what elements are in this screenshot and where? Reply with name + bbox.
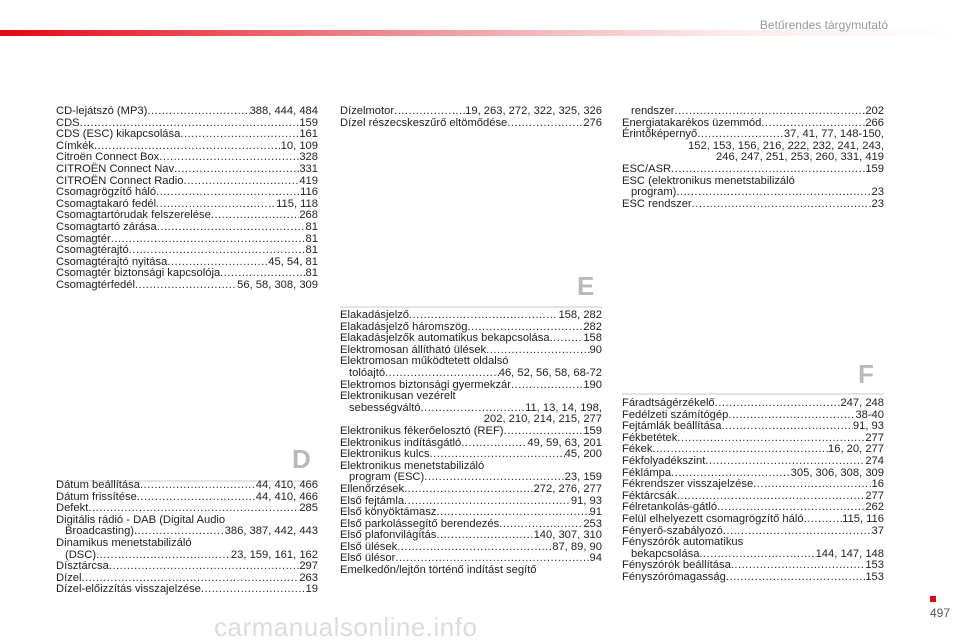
dot-leader [183, 176, 299, 188]
index-entry-term: Félretankolás-gátló [622, 501, 718, 514]
index-entry-pages: 11, 13, 14, 198, [525, 401, 602, 414]
dot-leader [129, 245, 306, 257]
index-entry-term: ESC/ASR [622, 162, 672, 175]
index-entry-pages: 81 [305, 220, 318, 233]
index-entry-pages: 305, 306, 308, 309 [790, 466, 884, 479]
index-entry-pages: 282 [583, 320, 602, 333]
dot-leader [550, 333, 584, 345]
index-entry-text: Elektromosan működtetett oldalsó [340, 355, 509, 368]
index-entry [340, 310, 602, 322]
index-entry-term: Ellenőrzések [340, 482, 405, 495]
index-entry-pages: 10, 109 [280, 139, 318, 152]
index-entry-pages: 23 [871, 186, 884, 199]
index-entry-term: Címkék [56, 139, 94, 152]
index-entry-term: Dízel [56, 571, 82, 584]
index-column-f [622, 398, 884, 584]
index-entry-pages: 274 [865, 454, 884, 467]
index-entry-term: Fényszórómagasság [622, 570, 726, 583]
index-entry-term: (DSC) [65, 548, 97, 561]
index-entry-pages: 46, 52, 56, 58, 68-72 [498, 366, 602, 379]
index-entry [56, 584, 318, 596]
index-entry-pages: 161 [299, 128, 318, 141]
index-entry [56, 561, 318, 573]
index-entry-pages: 276 [583, 116, 602, 129]
dot-leader [174, 164, 299, 176]
index-entry [340, 368, 602, 380]
index-entry-pages: 81 [305, 267, 318, 280]
dot-leader [728, 410, 855, 422]
dot-leader [722, 421, 853, 433]
index-entry-pages: 153 [865, 559, 884, 572]
dot-leader [675, 106, 866, 118]
index-entry-term: Fáradtságérzékelő [622, 397, 715, 409]
index-entry-pages: 190 [583, 378, 602, 391]
index-entry-text: Fényszórók automatikus [622, 536, 744, 549]
index-entry-pages: 268 [299, 209, 318, 222]
index-entry-term: Féklámpa [622, 466, 672, 479]
index-entry-term: Érintőképernyő [622, 128, 698, 141]
index-entry-pages: 23 [871, 197, 884, 210]
index-entry [340, 449, 602, 461]
index-entry-term: Csomagtérajtó [56, 244, 129, 257]
index-entry-term: sebességváltó [349, 401, 421, 414]
index-entry [622, 514, 884, 526]
index-entry-term: rendszer [631, 105, 675, 117]
index-entry [622, 106, 884, 118]
index-entry [56, 480, 318, 492]
index-entry [340, 426, 602, 438]
dot-leader [109, 561, 299, 573]
index-entry-pages: 144, 147, 148 [815, 547, 884, 560]
index-entry-pages: 272, 276, 277 [533, 482, 602, 495]
section-letter-e: E [577, 271, 595, 301]
index-entry-term: Elektronikus kulcs [340, 448, 430, 461]
index-entry-pages: 331 [299, 162, 318, 175]
index-entry-term: Elektronikus fékerőelosztó (REF) [340, 424, 504, 437]
index-entry-pages: 263 [299, 571, 318, 584]
index-entry-term: Csomagtérfedél [56, 278, 135, 291]
page-title: Betűrendes tárgymutató [759, 18, 888, 32]
dot-leader [671, 164, 865, 176]
dot-leader [804, 514, 843, 526]
index-entry-term: Dízel-előizzítás visszajelzése [56, 583, 201, 596]
index-entry-pages: 91, 93 [852, 420, 884, 433]
index-entry-term: Elakadásjelző háromszög [340, 320, 468, 333]
index-entry [56, 187, 318, 199]
index-entry-pages: 19, 263, 272, 322, 325, 326 [465, 105, 602, 117]
index-entry-term: Első plafonvilágítás [340, 529, 437, 542]
index-entry [340, 507, 602, 519]
index-entry [622, 199, 884, 211]
dot-leader [753, 479, 871, 491]
index-entry-term: Dátum frissítése [56, 490, 137, 503]
index-entry-term: Elakadásjelző [340, 309, 410, 321]
index-entry-term: Első ülések [340, 540, 398, 553]
index-entry-term: Első parkolássegítő berendezés [340, 517, 500, 530]
index-entry-term: tolóajtó [349, 366, 386, 379]
section-divider-e [340, 306, 602, 308]
dot-leader [147, 106, 249, 118]
dot-leader [111, 234, 306, 246]
index-entry-pages: 19 [305, 583, 318, 596]
index-entry-text: Digitális rádió - DAB (Digital Audio [56, 513, 226, 526]
index-entry-pages: 16, 20, 277 [828, 443, 884, 456]
page-marker [930, 596, 936, 602]
dot-leader [157, 222, 306, 234]
index-entry-term: CITROËN Connect Radio [56, 174, 184, 187]
dot-leader [404, 484, 534, 496]
index-entry-pages: 159 [583, 424, 602, 437]
index-entry-pages: 81 [305, 244, 318, 257]
dot-leader [140, 480, 256, 492]
index-entry-pages: 116 [300, 186, 318, 199]
dot-leader [394, 106, 465, 118]
index-entry-text: ESC (elektronikus menetstabilizáló [622, 174, 795, 187]
index-entry [56, 129, 318, 141]
index-entry-term: bekapcsolása [631, 547, 700, 560]
dot-leader [430, 449, 565, 461]
index-entry-term: Fékrendszer visszajelzése [622, 478, 754, 491]
index-entry-term: Fékek [622, 443, 653, 456]
index-entry-term: CITROËN Connect Nav [56, 162, 175, 175]
index-entry-pages: 115, 118 [276, 197, 318, 210]
watermark: carmanualsonline.info [214, 612, 478, 642]
index-entry [622, 456, 884, 468]
index-entry-term: Elektronikus indításgátló [340, 436, 462, 449]
index-entry-term: Csomagtakaró fedél [56, 197, 157, 210]
dot-leader [436, 530, 533, 542]
index-entry-pages: 81 [305, 232, 318, 245]
index-entry-pages: 23, 159 [564, 471, 602, 484]
index-column-e [340, 310, 602, 577]
index-entry-pages: 153 [865, 570, 884, 583]
index-entry-pages: 94 [589, 552, 602, 565]
dot-leader [397, 542, 552, 554]
index-entry [622, 164, 884, 176]
dot-leader [156, 187, 300, 199]
dot-leader [692, 199, 872, 211]
index-entry-term: Dízelmotor [340, 105, 395, 117]
index-entry-pages: 297 [299, 560, 318, 573]
page-number: 497 [929, 606, 950, 620]
index-entry-pages: 87, 89, 90 [552, 540, 602, 553]
dot-leader [211, 210, 299, 222]
index-entry-pages: 91 [589, 506, 602, 519]
index-entry-term: Fékfolyadékszint [622, 454, 706, 467]
index-entry [622, 187, 884, 199]
index-entry [56, 106, 318, 118]
index-entry-term: CDS (ESC) kikapcsolása [56, 128, 181, 141]
index-entry-pages: 140, 307, 310 [533, 529, 602, 542]
index-entry-term: Dísztárcsa [56, 560, 109, 573]
index-entry-pages: 159 [865, 162, 884, 175]
section-letter-d: D [292, 444, 311, 474]
index-entry-pages: 56, 58, 308, 309 [237, 278, 318, 291]
index-entry-pages: 45, 54, 81 [268, 255, 318, 268]
index-entry-continuation: 246, 247, 251, 253, 260, 331, 419 [716, 151, 884, 164]
index-entry-pages: 388, 444, 484 [249, 105, 318, 117]
index-entry-term: Csomagtérajtó nyitása [56, 255, 168, 268]
index-entry-pages: 262 [865, 501, 884, 514]
dot-leader [723, 526, 872, 538]
index-entry-term: Első fejtámla [340, 494, 405, 507]
index-entry [622, 479, 884, 491]
index-entry-term: Fényszórók beállítása [622, 559, 731, 572]
index-entry-pages: 253 [583, 517, 602, 530]
dot-leader [731, 560, 866, 572]
dot-leader [436, 507, 589, 519]
index-entry-term: Defekt [56, 502, 89, 515]
index-entry-text: Dinamikus menetstabilizáló [56, 536, 192, 549]
index-column-c [56, 106, 318, 292]
index-entry-pages: 202 [865, 105, 884, 117]
index-entry-pages: 159 [299, 116, 318, 129]
index-entry-pages: 49, 59, 63, 201 [527, 436, 602, 449]
index-entry-pages: 158, 282 [558, 309, 602, 321]
index-entry-pages: 44, 410, 466 [255, 479, 318, 491]
index-entry-term: Broadcasting) [65, 525, 135, 538]
index-entry-term: Csomagtér [56, 232, 111, 245]
index-entry-term: Elakadásjelzők automatikus bekapcsolása [340, 332, 550, 345]
dot-leader [461, 438, 527, 450]
index-entry-term: Féktárcsák [622, 489, 677, 502]
index-entry-pages: 285 [299, 502, 318, 515]
dot-leader [96, 550, 231, 562]
index-column-d-cont [340, 106, 602, 129]
index-entry-pages: 37 [871, 524, 884, 537]
index-entry-pages: 158 [583, 332, 602, 345]
dot-leader [137, 492, 256, 504]
index-entry-term: program (ESC) [349, 471, 425, 484]
index-entry-text: Elektronikus menetstabilizáló [340, 459, 485, 472]
index-entry-term: Csomagtér biztonsági kapcsolója [56, 267, 221, 280]
dot-leader [201, 584, 306, 596]
dot-leader [676, 187, 871, 199]
dot-leader [504, 426, 584, 438]
index-entry [56, 492, 318, 504]
index-entry-pages: 16 [871, 478, 884, 491]
index-entry [340, 106, 602, 118]
index-entry-pages: 44, 410, 466 [255, 490, 318, 503]
index-column-d [56, 480, 318, 596]
index-entry-pages: 38-40 [855, 408, 884, 421]
section-divider-f [622, 393, 884, 395]
index-entry [56, 245, 318, 257]
dot-leader [385, 368, 499, 380]
dot-leader [409, 310, 558, 322]
index-entry-pages: 277 [865, 489, 884, 502]
index-entry-pages: 328 [299, 151, 318, 164]
index-entry-term: ESC rendszer [622, 197, 692, 210]
index-entry-term: Energiatakarékos üzemmód [622, 116, 762, 129]
dot-leader [705, 456, 865, 468]
index-entry-term: Fékbetétek [622, 431, 678, 444]
index-entry-pages: 37, 41, 77, 148-150, [783, 128, 884, 141]
index-entry-term: CDS [56, 116, 80, 129]
index-entry-term: Fényerő-szabályozó [622, 524, 723, 537]
dot-leader [511, 380, 583, 392]
index-entry-continuation: 202, 210, 214, 215, 277 [483, 413, 602, 426]
index-entry [340, 118, 602, 130]
index-entry [622, 572, 884, 584]
index-entry-term: Csomagtartó zárása [56, 220, 157, 233]
index-entry-term: Fedélzeti számítógép [622, 408, 729, 421]
index-entry-term: Első könyöktámasz [340, 506, 437, 519]
index-column-e-cont [622, 106, 884, 210]
index-entry-term: Első ülésor [340, 552, 396, 565]
index-entry-term: Citroën Connect Box [56, 151, 160, 164]
index-entry-term: program) [631, 186, 677, 199]
index-entry [340, 484, 602, 496]
index-entry-term: Csomagtartórudak felszerelése [56, 209, 211, 222]
dot-leader [135, 280, 237, 292]
index-entry-pages: 277 [865, 431, 884, 444]
index-entry-term: Csomagrögzítő háló [56, 186, 157, 199]
index-entry [56, 280, 318, 292]
index-entry-term: Felül elhelyezett csomagrögzítő háló [622, 512, 804, 525]
index-entry-term: Fejtámlák beállítása [622, 420, 722, 433]
index-entry-term: Elektromos biztonsági gyermekzár [340, 378, 511, 391]
index-entry-text: Emelkedőn/lejtőn történő indítást segítő [340, 564, 537, 577]
index-entry [622, 398, 884, 410]
section-letter-f: F [858, 359, 874, 389]
index-entry-term: Elektromosan állítható ülések [340, 343, 487, 356]
index-entry [56, 164, 318, 176]
index-entry-text: Elektronikusan vezérelt [340, 390, 456, 403]
index-entry-pages: 23, 159, 161, 162 [230, 548, 318, 561]
index-entry-pages: 45, 200 [564, 448, 602, 461]
index-entry-pages: 266 [865, 116, 884, 129]
index-entry-term: Dízel részecskeszűrő eltömődése [340, 116, 508, 129]
index-entry-continuation: 152, 153, 156, 216, 222, 232, 241, 243, [688, 139, 884, 152]
index-entry-term: Dátum beállítása [56, 479, 140, 491]
index-entry-pages: 115, 116 [842, 512, 884, 525]
index-entry-pages: 386, 387, 442, 443 [224, 525, 318, 538]
index-entry-pages: 247, 248 [840, 397, 884, 409]
index-entry-pages: 91, 93 [570, 494, 602, 507]
index-entry-pages: 419 [299, 174, 318, 187]
index-entry-term: CD-lejátszó (MP3) [56, 105, 148, 117]
index-entry-pages: 90 [589, 343, 602, 356]
dot-leader [715, 398, 841, 410]
dot-leader [159, 152, 299, 164]
dot-leader [726, 572, 865, 584]
dot-leader [507, 118, 583, 130]
index-entry [56, 222, 318, 234]
